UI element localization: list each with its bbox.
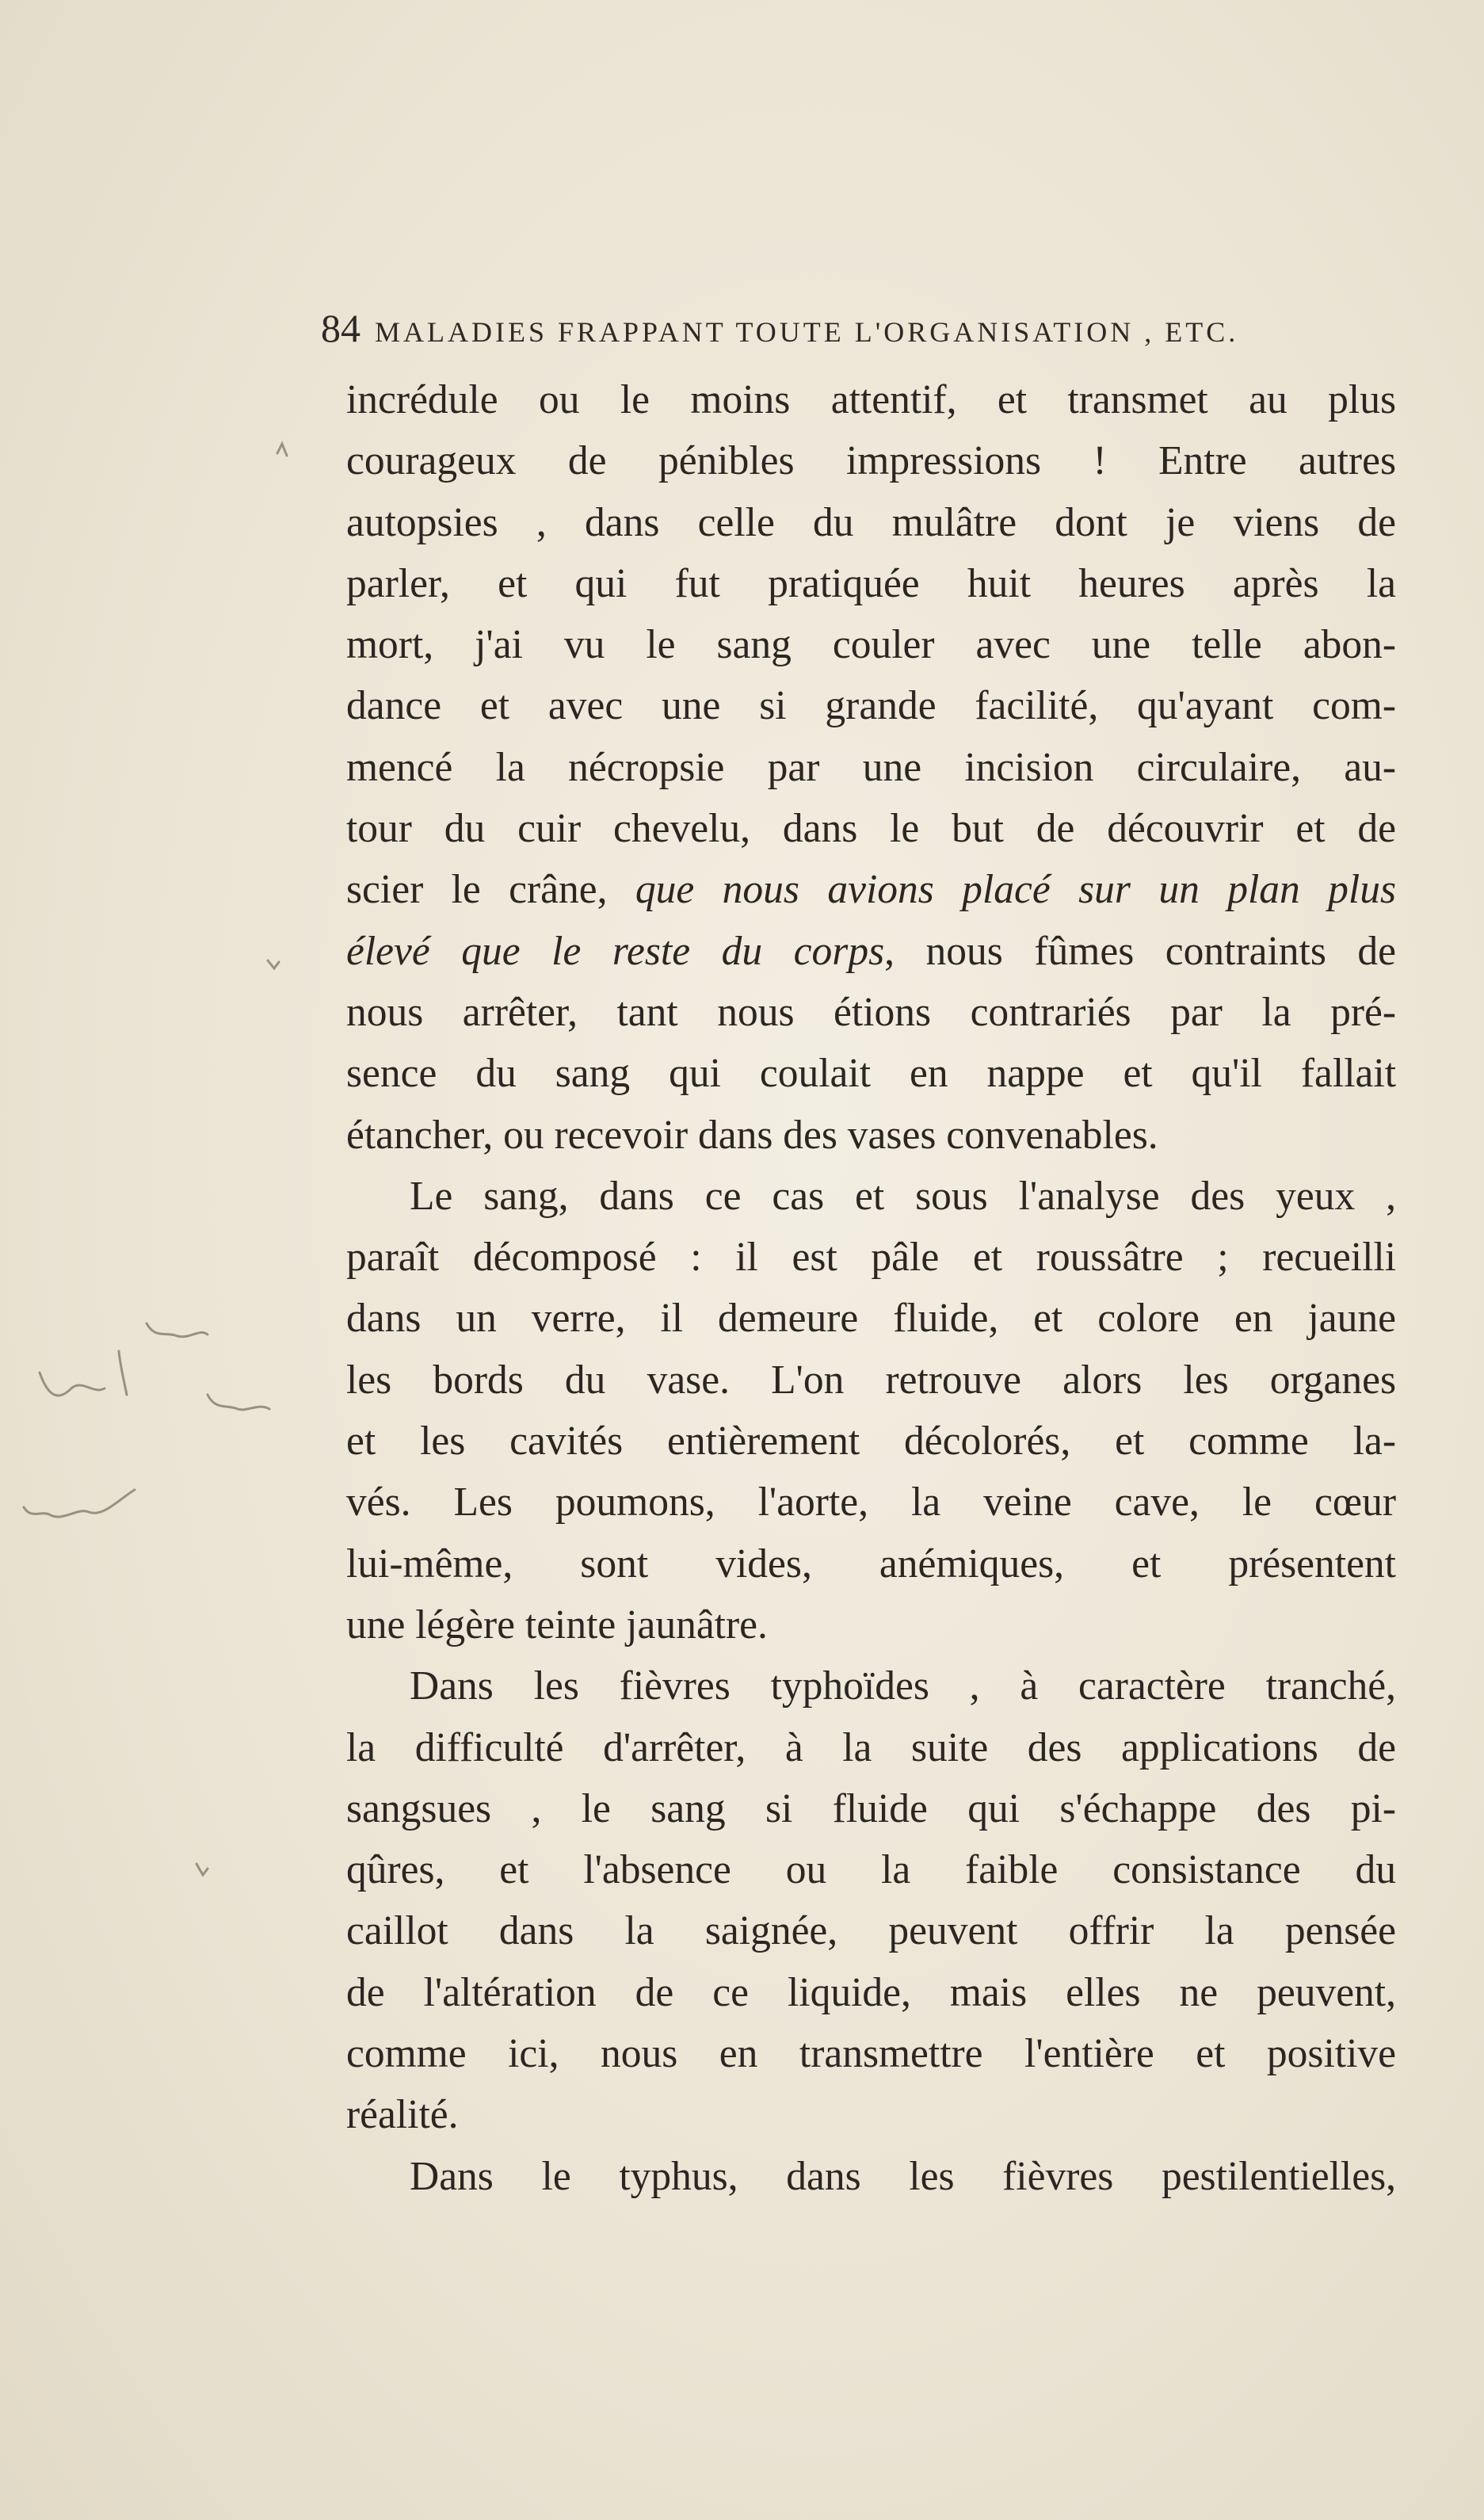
text-line: une légère teinte jaunâtre. xyxy=(346,1602,768,1648)
text-line: Dans les fièvres typhoïdes , à caractère tranché, xyxy=(410,1663,1396,1709)
text-line: réalité. xyxy=(346,2092,459,2138)
text-line: caillot dans la saignée, peuvent offrir la pensée xyxy=(346,1908,1396,1954)
italic-text-segment: que nous avions placé sur un plan plus xyxy=(635,867,1396,913)
text-line: parler, et qui fut pratiquée huit heures après la xyxy=(346,560,1396,606)
text-segment: scier le crâne, xyxy=(346,867,635,913)
text-line: comme ici, nous en transmettre l'entière et positive xyxy=(346,2031,1396,2077)
pencil-mark-3 xyxy=(40,1351,127,1396)
text-line: Le sang, dans ce cas et sous l'analyse des yeux , xyxy=(410,1173,1396,1219)
page-header xyxy=(321,305,1383,351)
text-line: tour du cuir chevelu, dans le but de découvrir et de xyxy=(346,806,1396,852)
pencil-mark-1 xyxy=(277,444,287,456)
text-line: lui-même, sont vides, anémiques, et présentent xyxy=(346,1541,1396,1586)
text-line xyxy=(346,921,1396,982)
margin-pencil-marks xyxy=(0,0,333,2520)
running-head: MALADIES FRAPPANT TOUTE L'ORGANISATION , ETC. xyxy=(375,316,1239,348)
pencil-mark-2 xyxy=(268,960,279,968)
body-text xyxy=(346,369,1396,2207)
text-line: mencé la nécropsie par une incision circulaire, au- xyxy=(346,744,1396,790)
text-line: incrédule ou le moins attentif, et transmet au plus xyxy=(346,377,1396,422)
text-line: vés. Les poumons, l'aorte, la veine cave, le cœur xyxy=(346,1480,1396,1525)
text-line: autopsies , dans celle du mulâtre dont je viens de xyxy=(346,499,1396,545)
pencil-mark-7 xyxy=(196,1864,208,1875)
text-line: les bords du vase. L'on retrouve alors les organes xyxy=(346,1357,1396,1403)
text-line: de l'altération de ce liquide, mais elles ne peuvent, xyxy=(346,1969,1396,2015)
page-number: 84 xyxy=(321,306,361,350)
text-line: sangsues , le sang si fluide qui s'échappe des pi- xyxy=(346,1785,1396,1831)
text-line: paraît décomposé : il est pâle et roussâtre ; recueilli xyxy=(346,1235,1396,1281)
text-line: qûres, et l'absence ou la faible consistance du xyxy=(346,1847,1396,1893)
text-line: Dans le typhus, dans les fièvres pestilentielles, xyxy=(410,2153,1396,2199)
text-line: la difficulté d'arrêter, à la suite des applications de xyxy=(346,1724,1396,1770)
text-line: étancher, ou recevoir dans des vases convenables. xyxy=(346,1112,1158,1158)
pencil-mark-5 xyxy=(208,1395,269,1410)
text-line: et les cavités entièrement décolorés, et comme la- xyxy=(346,1418,1396,1464)
text-line xyxy=(346,859,1396,920)
text-line: dance et avec une si grande facilité, qu'ayant com- xyxy=(346,683,1396,729)
text-line: mort, j'ai vu le sang couler avec une telle abon- xyxy=(346,622,1396,668)
text-line: courageux de pénibles impressions ! Entre autres xyxy=(346,438,1396,484)
italic-text-segment: élevé que le reste du corps xyxy=(346,928,885,974)
pencil-mark-6 xyxy=(24,1490,135,1517)
text-line: nous arrêter, tant nous étions contrariés par la pré- xyxy=(346,989,1396,1035)
text-line: sence du sang qui coulait en nappe et qu'il fallait xyxy=(346,1051,1396,1097)
text-segment: , nous fûmes contraints de xyxy=(884,928,1396,974)
text-line: dans un verre, il demeure fluide, et colore en jaune xyxy=(346,1296,1396,1342)
pencil-mark-4 xyxy=(147,1323,208,1337)
